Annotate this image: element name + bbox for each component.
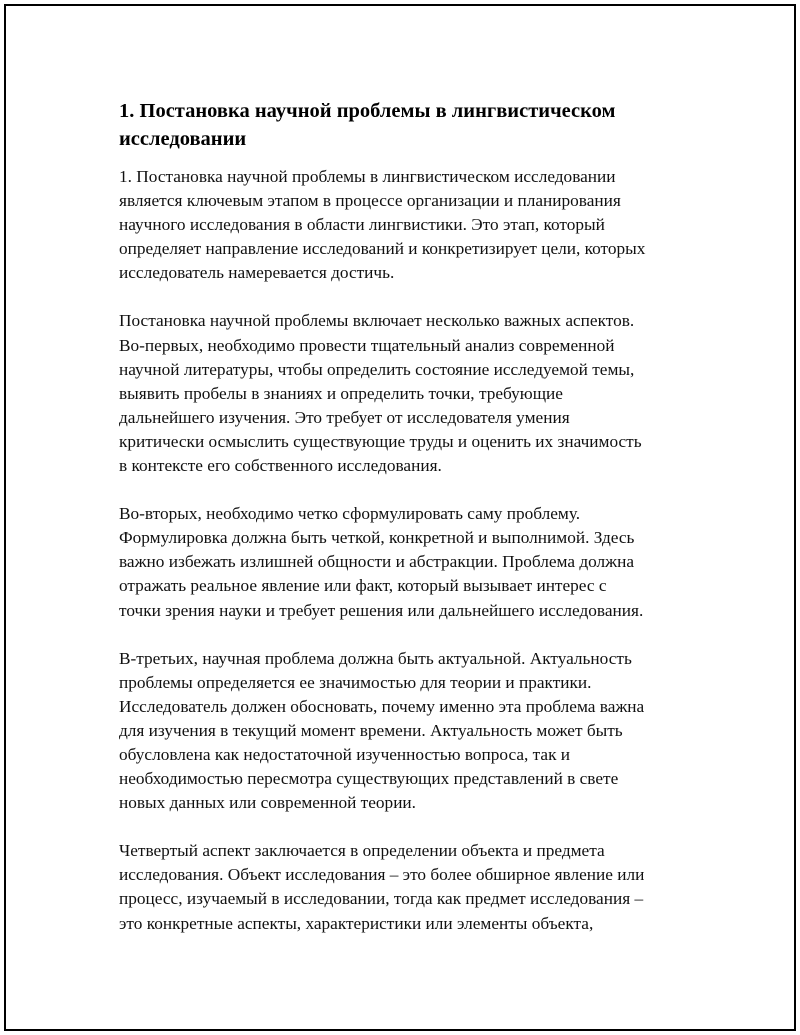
paragraph-aspects [119, 309, 694, 478]
section-heading [119, 97, 694, 153]
text-line: Во-первых, необходимо провести тщательный анализ современной [119, 335, 615, 355]
text-line: Формулировка должна быть четкой, конкретной и выполнимой. Здесь [119, 528, 635, 548]
text-line: процесс, изучаемый в исследовании, тогда как предмет исследования – [119, 889, 644, 909]
text-line: это конкретные аспекты, характеристики или элементы объекта, [119, 913, 594, 933]
paragraph-third [119, 647, 694, 816]
text-line: 1. Постановка научной проблемы в лингвистическом исследовании [119, 167, 616, 186]
heading-line: 1. Постановка научной проблемы в лингвистическом [119, 100, 616, 122]
text-line: исследования. Объект исследования – это более обширное явление или [119, 865, 645, 885]
text-line: новых данных или современной теории. [119, 793, 417, 813]
text-line: Постановка научной проблемы включает несколько важных аспектов. [119, 311, 635, 331]
text-line: является ключевым этапом в процессе организации и планирования [119, 191, 621, 211]
heading-line: исследовании [119, 128, 247, 150]
text-line: критически осмыслить существующие труды и оценить их значимость [119, 431, 642, 451]
paragraph-second [119, 502, 694, 622]
text-line: определяет направление исследований и конкретизирует цели, которых [119, 239, 646, 259]
text-line: Четвертый аспект заключается в определении объекта и предмета [119, 841, 605, 861]
text-line: для изучения в текущий момент времени. Актуальность может быть [119, 720, 623, 740]
document-page [4, 4, 796, 1031]
text-line: обусловлена как недостаточной изученностью вопроса, так и [119, 744, 571, 764]
text-line: Во-вторых, необходимо четко сформулировать саму проблему. [119, 504, 581, 524]
text-line: Исследователь должен обосновать, почему именно эта проблема важна [119, 696, 645, 716]
paragraph-fourth [119, 839, 694, 935]
text-line: дальнейшего изучения. Это требует от исследователя умения [119, 407, 570, 427]
text-line: в контексте его собственного исследования. [119, 456, 442, 476]
text-line: важно избежать излишней общности и абстракции. Проблема должна [119, 552, 635, 572]
text-line: исследователь намеревается достичь. [119, 263, 395, 283]
text-line: точки зрения науки и требует решения или дальнейшего исследования. [119, 600, 644, 620]
text-line: научного исследования в области лингвистики. Это этап, который [119, 215, 605, 235]
text-line: научной литературы, чтобы определить состояние исследуемой темы, [119, 359, 635, 379]
text-line: выявить пробелы в знаниях и определить точки, требующие [119, 383, 563, 403]
text-line: проблемы определяется ее значимостью для теории и практики. [119, 672, 592, 692]
paragraph-intro [119, 165, 694, 285]
text-line: необходимостью пересмотра существующих представлений в свете [119, 769, 619, 789]
text-line: В-третьих, научная проблема должна быть актуальной. Актуальность [119, 648, 632, 668]
text-line: отражать реальное явление или факт, который вызывает интерес с [119, 576, 607, 596]
document-content [119, 97, 694, 960]
